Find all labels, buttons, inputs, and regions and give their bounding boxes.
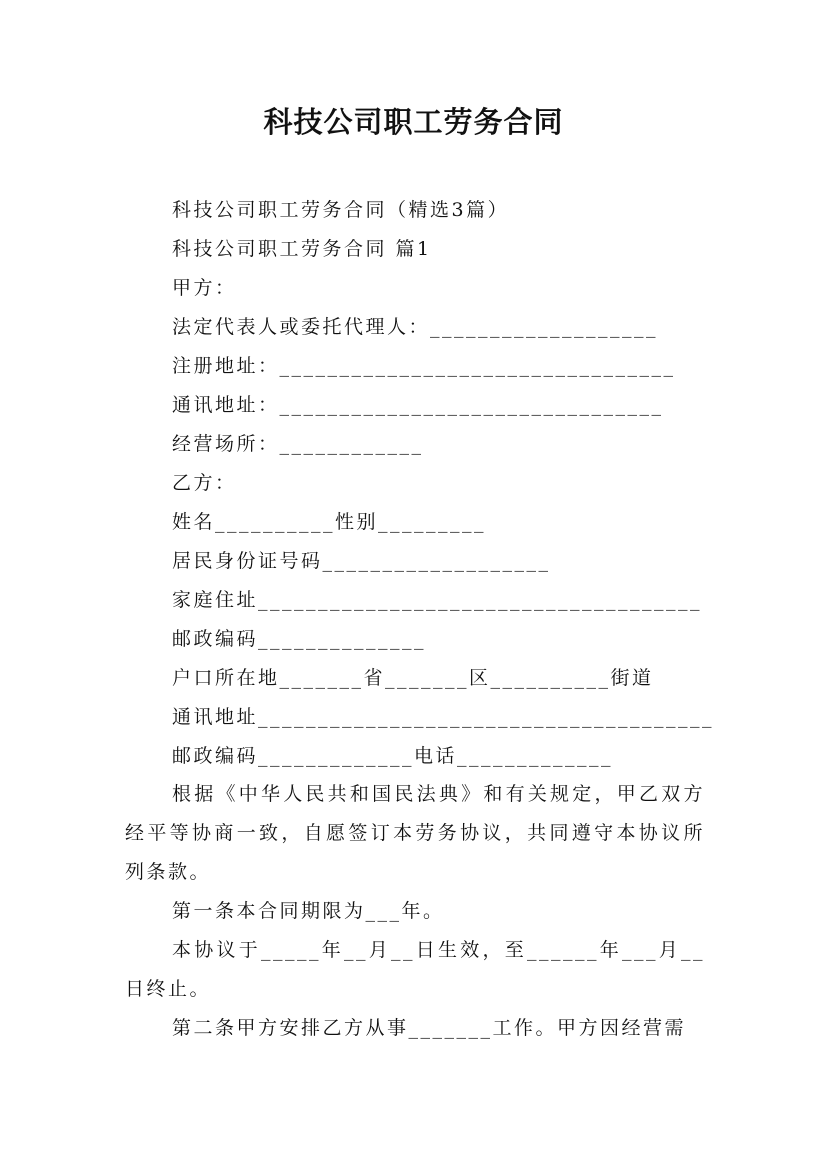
subtitle-line: 科技公司职工劳务合同（精选3篇） [172, 199, 510, 221]
article-2-paragraph: 第二条甲方安排乙方从事_______工作。甲方因经营需 [172, 1017, 687, 1039]
name-gender-field: 姓名__________性别_________ [172, 511, 487, 533]
legal-representative-field: 法定代表人或委托代理人：___________________ [172, 316, 659, 338]
effective-period-paragraph: 本协议于_____年__月__日生效，至______年___月__日终止。 [125, 939, 705, 1000]
section-heading-line: 科技公司职工劳务合同 篇1 [172, 238, 432, 260]
article-1-paragraph: 第一条本合同期限为___年。 [172, 900, 445, 922]
home-address-field: 家庭住址_____________________________________ [172, 589, 703, 611]
document-title: 科技公司职工劳务合同 [263, 105, 564, 139]
business-premises-field: 经营场所：____________ [172, 433, 424, 455]
preamble-paragraph: 根据《中华人民共和国民法典》和有关规定，甲乙双方经平等协商一致，自愿签订本劳务协议，共同遵守本协议所列条款。 [125, 783, 705, 883]
mailing-address-field: 通讯地址：________________________________ [172, 394, 664, 416]
postal-code-phone-field: 邮政编码_____________电话_____________ [172, 745, 614, 767]
id-number-field: 居民身份证号码___________________ [172, 550, 551, 572]
registered-address-field: 注册地址：_________________________________ [172, 355, 676, 377]
party-b-mailing-address-field: 通讯地址______________________________________ [172, 706, 715, 728]
postal-code-field: 邮政编码______________ [172, 628, 427, 650]
household-registration-field: 户口所在地_______省_______区__________街道 [172, 667, 654, 689]
party-a-label: 甲方： [172, 277, 237, 299]
party-b-label: 乙方： [172, 472, 237, 494]
